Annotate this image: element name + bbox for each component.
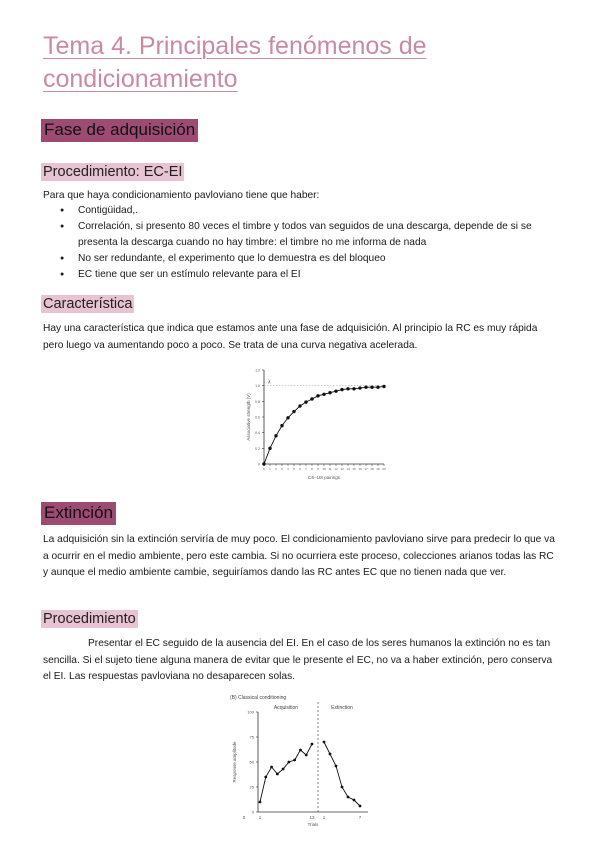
list-item: ● Contigüidad,.: [60, 203, 560, 219]
data-point: [292, 410, 295, 413]
data-point: [274, 434, 277, 437]
extincion-text: La adquisición sin la extinción serviría de muy poco. El condicionamiento pavloviano sirve para predecir lo que va a ocurrir en el medio ambiente, pero este cambia. Si no ocurriera este proceso, colecciones arianos todas las RC y aunque el medio ambiente cambie, seguiríamos dando las RC antes EC que no tienen nada que ver.: [43, 534, 555, 578]
x-tick-label: 2: [275, 467, 277, 471]
list-item: ● Correlación, si presento 80 veces el timbre y todos van seguidos de una descarga, depende de si se presenta la descarga cuando no hay timbre: el timbre no me informa de nada: [60, 219, 560, 251]
y-tick-label: 0: [251, 809, 254, 815]
x-tick-label: 1: [258, 815, 262, 820]
data-point: [270, 766, 273, 769]
x-axis-label: CS–US pairings: [307, 475, 341, 480]
x-axis-label: Trials: [307, 822, 319, 827]
x-tick-label: 10: [322, 467, 326, 471]
data-point: [262, 462, 265, 465]
heading-fase-adquisicion: Fase de adquisición: [41, 119, 198, 142]
data-point: [310, 397, 313, 400]
data-point: [276, 773, 279, 776]
x-tick-label: 0: [242, 815, 246, 820]
list-item: ● EC tiene que ser un estímulo relevante para el EI: [60, 267, 560, 283]
panel-label-acquisition: Acquisition: [273, 705, 299, 711]
heading-extincion: Extinción: [41, 502, 116, 525]
data-point: [382, 385, 385, 388]
conditions-list: [60, 203, 560, 283]
page-title: Tema 4. Principales fenómenos de condicionamiento: [43, 32, 427, 93]
x-tick-label: 3: [281, 467, 283, 471]
x-tick-label: 7: [305, 467, 307, 471]
x-tick-label: 1: [322, 815, 326, 820]
data-point: [286, 416, 289, 419]
asymptote-label: λ: [268, 379, 271, 386]
data-point: [334, 389, 337, 392]
y-tick-label: 75: [249, 734, 254, 740]
list-item: ● No ser redundante, el experimento que lo demuestra es del bloqueo: [60, 251, 560, 267]
x-tick-label: 8: [311, 467, 313, 471]
y-tick-label: 50: [249, 759, 254, 765]
data-point: [287, 761, 290, 764]
data-point: [311, 743, 314, 746]
data-point: [259, 801, 262, 804]
x-tick-label: 9: [317, 467, 319, 471]
series-line-acquisition: [260, 744, 312, 802]
procedimiento-text: Presentar el EC seguido de la ausencia del EI. En el caso de los seres humanos la extinción no es tan sencilla. Si el sujeto tiene alguna manera de evitar que le presente el EC, no va a haber extinción, pero conserva el EI. Las respuestas pavloviana no desaparecen solas.: [43, 638, 553, 682]
panel-label-extinction: Extinction: [331, 705, 353, 711]
data-point: [335, 765, 338, 768]
intro-text: Para que haya condicionamiento pavloviano tiene que haber:: [43, 190, 320, 201]
data-point: [347, 796, 350, 799]
y-tick-label: 0.6: [255, 415, 260, 420]
chart-title: (B) Classical conditioning: [230, 695, 287, 701]
x-tick-label: 13: [340, 467, 344, 471]
data-point: [340, 388, 343, 391]
y-axis-label: Associative strength (V): [246, 393, 251, 441]
caracteristica-text: Hay una característica que indica que estamos ante una fase de adquisición. Al principio la RC es muy rápida pero luego va aumentando poco a poco. Se trata de una curva negativa acelerada.: [43, 323, 538, 351]
acquisition-extinction-chart: [200, 690, 390, 830]
data-point: [299, 749, 302, 752]
x-tick-label: 16: [358, 467, 362, 471]
series-line-extinction: [324, 742, 360, 806]
data-point: [328, 391, 331, 394]
x-tick-label: 19: [376, 467, 380, 471]
x-tick-label: 15: [352, 467, 356, 471]
data-point: [322, 393, 325, 396]
x-tick-label: 0: [263, 467, 265, 471]
data-point: [358, 386, 361, 389]
x-tick-label: 1: [269, 467, 271, 471]
data-point: [304, 400, 307, 403]
data-point: [280, 424, 283, 427]
x-tick-label: 6: [299, 467, 301, 471]
x-tick-label: 11: [328, 467, 332, 471]
data-point: [364, 386, 367, 389]
data-point: [298, 404, 301, 407]
y-tick-label: 1.0: [255, 384, 260, 389]
x-tick-label: 12: [334, 467, 338, 471]
x-tick-label: 17: [364, 467, 368, 471]
heading-caracteristica: Característica: [43, 296, 133, 312]
x-tick-label: 13: [309, 815, 315, 820]
data-point: [323, 741, 326, 744]
heading-procedimiento: Procedimiento: [43, 611, 136, 627]
data-point: [316, 394, 319, 397]
data-point: [352, 387, 355, 390]
data-point: [329, 753, 332, 756]
x-tick-label: 4: [287, 467, 289, 471]
data-point: [341, 786, 344, 789]
y-tick-label: 100: [247, 709, 254, 715]
data-point: [346, 387, 349, 390]
x-tick-label: 5: [293, 467, 295, 471]
data-point: [282, 768, 285, 771]
data-point: [353, 799, 356, 802]
data-point: [376, 386, 379, 389]
heading-procedimiento-ec-ei: Procedimiento: EC-EI: [43, 164, 183, 180]
data-point: [264, 776, 267, 779]
y-tick-label: 0.4: [255, 431, 260, 436]
x-tick-label: 18: [370, 467, 374, 471]
y-tick-label: 0.8: [255, 399, 260, 404]
y-axis-label: Response amplitude: [232, 741, 237, 783]
data-point: [370, 386, 373, 389]
y-tick-label: 0: [258, 462, 260, 467]
data-point: [305, 754, 308, 757]
x-tick-label: 20: [382, 467, 386, 471]
data-point: [359, 805, 362, 808]
y-tick-label: 1.2: [255, 368, 260, 373]
x-tick-label: 14: [346, 467, 350, 471]
data-point: [293, 759, 296, 762]
y-tick-label: 25: [249, 784, 254, 790]
data-point: [268, 447, 271, 450]
x-tick-label: 7: [358, 815, 362, 820]
y-tick-label: 0.2: [255, 446, 260, 451]
acquisition-curve-chart: [232, 362, 392, 484]
